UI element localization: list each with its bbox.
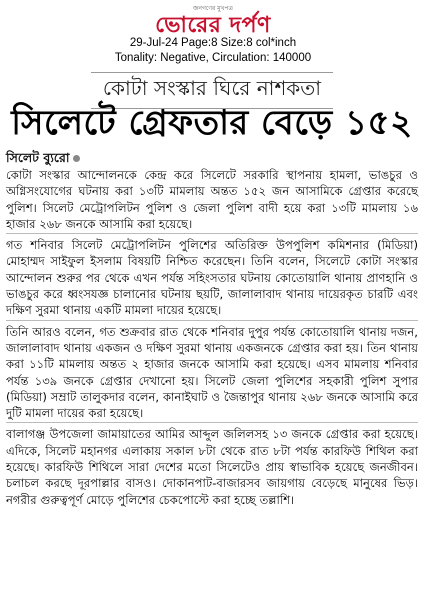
newspaper-tagline: জনগণের মুখপত্র (193, 5, 233, 12)
article-paragraph: কোটা সংস্কার আন্দোলনকে কেন্দ্র করে সিলেটে সরকারি স্থাপনায় হামলা, ভাঙচুর ও অগ্নিসংযোগের ঘটনায় করা ১৩টি মামলায় অন্তত ১৫২ জন আসামিকে গ্রেপ্তার করেছে পুলিশ। সিলেট মেট্রোপলিটন পুলিশ ও জেলা পুলিশ বাদী হয়ে করা ১৩টি মামলায় ১৬ হাজার ২৬৮ জনকে আসামি করা হয়েছে। (6, 167, 418, 234)
article-body (6, 167, 418, 512)
news-clipping (6, 71, 418, 596)
article-headline: সিলেটে গ্রেফতার বেড়ে ১৫২ (11, 103, 413, 143)
clipping-meta-tonality: Tonality: Negative, Circulation: 140000 (114, 52, 312, 64)
article-kicker: কোটা সংস্কার ঘিরে নাশকতা (91, 72, 333, 109)
article-paragraph: তিনি আরও বলেন, গত শুক্রবার রাত থেকে শনিবার দুপুর পর্যন্ত কোতোয়ালি থানায় দজন, জালালাবাদ থানায় একজন ও দক্ষিণ সুরমা থানায় একজনকে গ্রেপ্তার করা হয়। তিন থানায় করা ১১টি মামলায় অন্তত ২ হাজার জনকে আসামি করা হয়েছে। এসব মামলায় শনিবার পর্যন্ত ১৩৯ জনকে গ্রেপ্তার দেখানো হয়। সিলেট জেলা পুলিশের সহকারী পুলিশ সুপার (মিডিয়া) সম্রাট তালুকদার বলেন, কানাইঘাট ও জৈন্তাপুর থানায় ২৬৮ জনকে আসামি করে দুটি মামলা দায়ের করা হয়েছে। (6, 324, 418, 424)
article-paragraph: গত শনিবার সিলেট মেট্রোপলিটন পুলিশের অতিরিক্ত উপপুলিশ কমিশনার (মিডিয়া) মোহাম্মদ সাইফুল ইসলাম বিষয়টি নিশ্চিত করেছেন। তিনি বলেন, সিলেটে কোটা সংস্কার আন্দোলন শুরুর পর থেকে এখন পর্যন্ত সহিংসতার ঘটনায় কোতোয়ালি থানায় প্রাণহানি ও ভাঙচুর করে ধ্বংসযজ্ঞ চালানোর ঘটনায় ছয়টি, জালালাবাদ থানায় দায়েরকৃত চারটি এবং দক্ষিণ সুরমা থানায় একটি মামলা দায়ের হয়েছে। (6, 237, 418, 320)
byline-text: সিলেট ব্যুরো (6, 150, 70, 165)
bullet-icon (73, 155, 80, 162)
masthead (0, 0, 426, 70)
article-paragraph: বালাগঞ্জ উপজেলা জামায়াতের আমির আব্দুল জলিলসহ ১৩ জনকে গ্রেপ্তার করা হয়েছে। এদিকে, সিলেট মহানগর এলাকায় সকাল ৮টা থেকে রাত ৮টা পর্যন্ত কারফিউ শিথিল করা হয়েছে। কারফিউ শিথিলে সারা দেশের মতো সিলেটেও প্রায় স্বাভাবিক হয়েছে জনজীবন। চলাচল করছে দূরপাল্লার বাসও। দোকানপাট-বাজারসব জায়গায় বেড়েছে মানুষের ভিড়। নগরীর গুরুত্বপূর্ণ মোড়ে পুলিশের চেকপোস্টে করা হচ্ছে তল্লাশি। (6, 427, 418, 507)
kicker-container (6, 71, 418, 105)
newspaper-logo: ভোরের দর্পণ (155, 13, 271, 38)
clipping-meta-date-page: 29-Jul-24 Page:8 Size:8 col*inch (129, 37, 297, 49)
